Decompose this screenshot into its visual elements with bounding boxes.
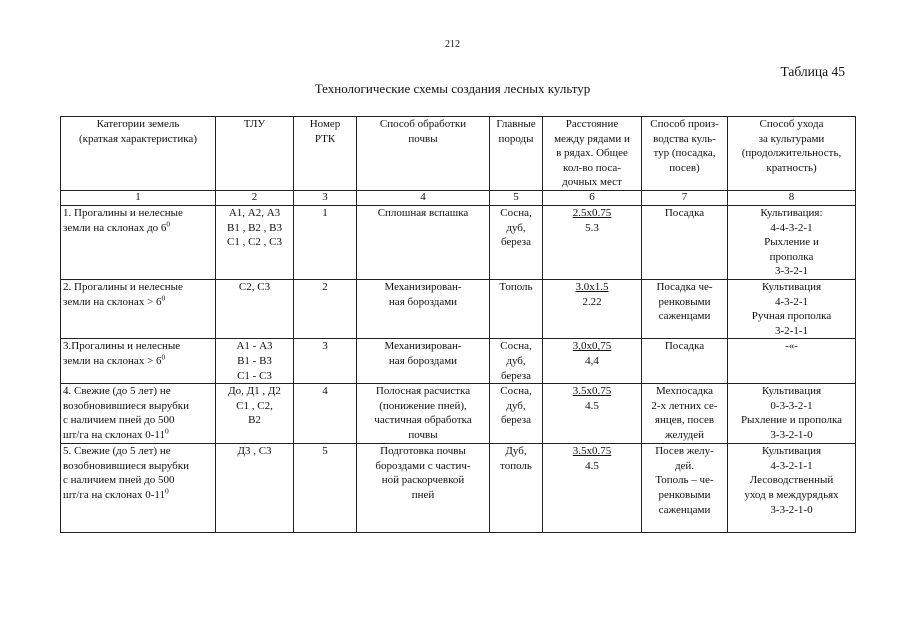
column-number: 4 [357,190,490,205]
tlu-cell [216,444,294,533]
soil-treatment-cell [357,279,490,338]
soil-treatment-cell [357,444,490,533]
header-line: кратность) [766,161,817,174]
tlu-cell [216,339,294,384]
category-text: 4. Свежие (до 5 лет) не [63,385,171,398]
category-line [63,399,213,414]
spacing-cell [543,205,642,279]
category-text: 5. Свежие (до 5 лет) не [63,445,171,458]
tlu-cell [216,384,294,444]
species-cell [490,205,543,279]
header-line: (краткая характеристика) [79,132,197,145]
care-line: 3-3-2-1 [775,265,808,278]
care-cell [728,339,856,384]
header-line: ТЛУ [243,118,266,130]
column-number: 8 [728,190,856,205]
degree-superscript: 0 [165,486,169,496]
species-cell [490,444,543,533]
degree-superscript: 0 [161,292,166,302]
header-line: РТК [314,132,336,145]
care-line: 0-3-3-2-1 [770,399,813,412]
category-line [63,473,213,488]
care-line: Рыхление и [764,236,819,249]
spacing-value: 3.5х0.75 [572,445,612,458]
method-line: Посадка [664,340,705,353]
spacing-value: 2.5х0.75 [572,206,612,219]
page-number: 212 [445,39,460,50]
soil-line: бороздами с частич- [375,459,471,472]
species-line: Сосна, [500,206,532,219]
soil-treatment-cell [357,384,490,444]
method-line: ренковыми [658,295,711,308]
tlu-line: Д3 , С3 [237,445,272,458]
method-cell [642,384,728,444]
tlu-line: До, Д1 , Д2 [228,385,281,398]
header-line: между рядами и [554,132,630,145]
soil-line: Механизирован- [384,340,462,353]
header-row [61,117,856,191]
method-line: Посадка [664,206,705,219]
soil-line: Подготовка почвы [380,445,466,458]
category-line [63,354,213,369]
header-line: Номер [309,118,341,130]
soil-line: Механизирован- [384,280,462,293]
care-line: Культивация [761,385,822,398]
column-header [543,117,642,191]
column-header [357,117,490,191]
column-header [490,117,543,191]
species-cell [490,339,543,384]
species-line: Сосна, [500,340,532,353]
category-text: возобновившиеся вырубки [63,399,189,412]
care-line: прополка [769,250,814,263]
rtk-cell: 2 [294,279,357,338]
care-line: Культивация [761,280,822,293]
tlu-line: С1 , С2, [236,399,273,412]
category-text: 3.Прогалины и нелесные [63,340,181,353]
land-category-cell [61,444,216,533]
species-line: дуб, [506,354,526,367]
table-row [61,279,856,338]
column-number-row [61,190,856,205]
category-text: с наличием пней до 500 [63,474,175,487]
planting-count: 4,4 [585,354,599,367]
header-line: Главные [496,118,536,130]
rtk-cell: 1 [294,205,357,279]
tlu-line: В1 , В2 , В3 [226,221,282,234]
land-category-cell [61,339,216,384]
category-line [63,218,213,236]
species-line: береза [500,414,532,427]
table-row [61,205,856,279]
method-line: саженцами [658,503,711,516]
header-line: породы [498,132,534,145]
category-line [63,384,213,399]
soil-line: Сплошная вспашка [377,206,469,219]
column-header [728,117,856,191]
method-line: желудей [665,428,704,441]
header-line: Расстояние [565,118,619,130]
soil-line: Полосная расчистка [375,385,471,398]
species-cell [490,384,543,444]
tlu-line: В2 [248,414,261,427]
soil-line: почвы [408,428,438,441]
soil-line: ной раскорчевкой [381,474,465,487]
category-line [63,459,213,474]
land-category-cell [61,279,216,338]
table-row [61,384,856,444]
method-cell [642,444,728,533]
degree-superscript: 0 [161,352,166,362]
species-line: Сосна, [500,385,532,398]
column-number: 6 [543,190,642,205]
rtk-cell: 5 [294,444,357,533]
header-line: в рядах. Общее [556,147,628,160]
category-text: 2. Прогалины и нелесные [63,280,183,293]
column-number: 5 [490,190,543,205]
tlu-line: А1, А2, А3 [228,206,281,219]
method-line: янцев, посев [654,414,715,427]
table-row [61,339,856,384]
category-text: шт/га на склонах 0-11 [63,488,165,501]
species-line: тополь [500,459,532,472]
method-cell [642,205,728,279]
tlu-line: А1 - А3 [236,340,273,353]
soil-line: (понижение пней), [379,399,467,412]
table-number: Таблица 45 [780,64,845,79]
method-line: саженцами [658,310,711,323]
method-line: 2-х летних се- [651,399,718,412]
column-header [642,117,728,191]
header-line: кол-во поса- [563,161,621,174]
rtk-cell: 3 [294,339,357,384]
soil-line: ная бороздами [388,295,458,308]
care-line: 4-3-2-1-1 [770,459,813,472]
tlu-line: С1 , С2 , С3 [226,236,282,249]
header-line: почвы [408,132,438,145]
planting-count: 4.5 [585,459,599,472]
spacing-cell [543,384,642,444]
species-line: Дуб, [505,445,527,458]
category-line [63,444,213,459]
category-text: земли на склонах > 6 [63,354,162,367]
spacing-value: 3.0х1.5 [575,280,609,293]
spacing-cell [543,339,642,384]
soil-treatment-cell [357,205,490,279]
care-cell [728,205,856,279]
method-line: Тополь – че- [655,474,714,487]
care-line: 3-3-2-1-0 [770,503,813,516]
species-line: дуб, [506,221,526,234]
category-line [63,339,213,354]
table-row [61,444,856,533]
care-line: Ручная прополка [751,310,832,323]
soil-treatment-cell [357,339,490,384]
planting-count: 2.22 [582,295,602,308]
header-line: посев) [669,161,700,174]
land-category-cell [61,205,216,279]
tlu-line: С2, С3 [238,280,271,293]
rtk-cell: 4 [294,384,357,444]
category-text: 1. Прогалины и нелесные [63,206,183,219]
header-line: Категории земель [96,118,180,130]
soil-line: ная бороздами [388,354,458,367]
degree-superscript: 0 [166,218,171,228]
planting-count: 4.5 [585,399,599,412]
column-header [61,117,216,191]
care-line: Культивация [761,445,822,458]
header-line: Способ ухода [759,118,824,130]
header-line: Способ произ- [650,118,719,130]
spacing-value: 3.5х0.75 [572,385,612,398]
method-cell [642,339,728,384]
soil-line: частичная обработка [374,414,472,427]
spacing-cell [543,444,642,533]
method-line: Посадка че- [656,280,713,293]
spacing-cell [543,279,642,338]
header-line: за культурами [758,132,825,145]
category-line [63,428,213,443]
column-number: 7 [642,190,728,205]
care-line: 3-3-2-1-0 [770,428,813,441]
category-text: возобновившиеся вырубки [63,459,189,472]
species-line: береза [500,369,532,382]
category-line [63,292,213,310]
species-line: дуб, [506,399,526,412]
care-line: 4-3-2-1 [775,295,808,308]
species-line: береза [500,236,532,249]
category-line [63,206,213,221]
spacing-value: 3,0х0,75 [572,340,612,353]
species-line: Тополь [499,280,533,293]
care-line: Рыхление и прополка [740,414,843,427]
tlu-line: С1 - С3 [237,369,272,382]
land-category-cell [61,384,216,444]
species-cell [490,279,543,338]
care-cell [728,444,856,533]
tlu-line: В1 - В3 [237,354,272,367]
header-line: дочных мест [562,176,622,189]
tlu-cell [216,279,294,338]
method-line: Мехпосадка [655,385,714,398]
method-cell [642,279,728,338]
method-line: дей. [674,459,695,472]
table-title: Технологические схемы создания лесных культур [314,81,591,96]
tlu-cell [216,205,294,279]
category-text: шт/га на склонах 0-11 [63,428,165,441]
category-text: земли на склонах > 6 [63,295,162,308]
category-line [63,280,213,295]
category-line [63,413,213,428]
method-line: ренковыми [658,488,711,501]
care-line: 4-4-3-2-1 [770,221,813,234]
care-line: Лесоводственный [749,474,834,487]
category-text: земли на склонах до 6 [63,221,167,234]
column-number: 2 [216,190,294,205]
column-header [216,117,294,191]
degree-superscript: 0 [165,426,169,436]
care-cell [728,384,856,444]
header-line: тур (посадка, [653,147,716,160]
care-line: 3-2-1-1 [775,324,808,337]
header-line: (продолжительность, [741,147,842,160]
planting-count: 5.3 [585,221,599,234]
soil-line: пней [411,488,435,501]
forest-cultures-table [60,116,856,533]
category-line [63,488,213,503]
care-cell [728,279,856,338]
care-line: -«- [785,340,798,353]
header-line: водства куль- [653,132,716,145]
column-number: 3 [294,190,357,205]
header-line: Способ обработки [379,118,467,130]
column-header [294,117,357,191]
care-line: уход в междурядьях [744,488,839,501]
column-number: 1 [61,190,216,205]
care-line: Культивация: [760,206,823,219]
method-line: Посев желу- [655,445,714,458]
category-text: с наличием пней до 500 [63,414,175,427]
